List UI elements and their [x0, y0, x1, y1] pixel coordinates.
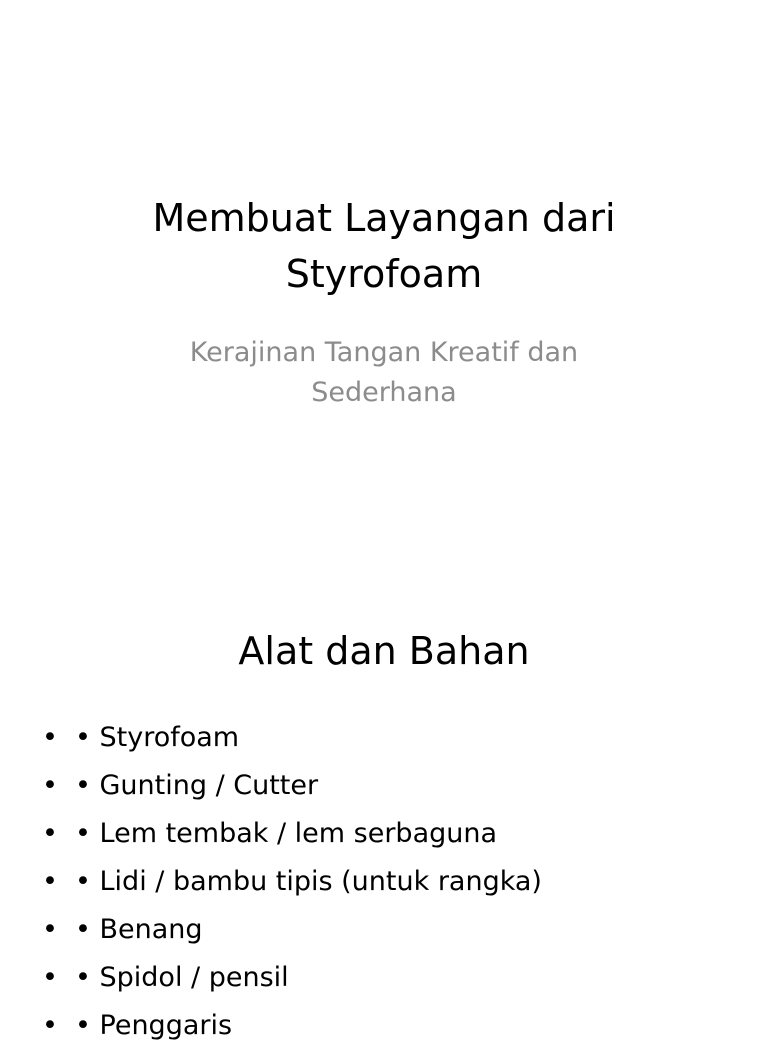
list-item: [42, 1002, 542, 1050]
bullet-icon: •: [42, 866, 58, 897]
list-item: [42, 810, 542, 858]
bullet-icon: •: [42, 1010, 58, 1041]
list-item: [42, 906, 542, 954]
section-heading: Alat dan Bahan: [238, 629, 530, 673]
list-item: [42, 858, 542, 906]
bullet-icon: •: [42, 770, 58, 801]
list-item-text: • Lem tembak / lem serbaguna: [75, 818, 498, 849]
bullet-icon: •: [42, 962, 58, 993]
slide-subtitle: Kerajinan Tangan Kreatif dan Sederhana: [189, 337, 579, 408]
list-item: [42, 954, 542, 1002]
list-item-text: • Styrofoam: [75, 722, 240, 753]
list-item-text: • Gunting / Cutter: [75, 770, 319, 801]
list-item-text: • Penggaris: [75, 1010, 233, 1041]
list-item-text: • Spidol / pensil: [75, 962, 289, 993]
bullet-icon: •: [42, 722, 58, 753]
materials-list: [42, 714, 542, 1050]
slide-title: Membuat Layangan dari Styrofoam: [152, 196, 616, 296]
list-item-text: • Lidi / bambu tipis (untuk rangka): [75, 866, 542, 897]
list-item: [42, 714, 542, 762]
bullet-icon: •: [42, 914, 58, 945]
list-item-text: • Benang: [75, 914, 203, 945]
bullet-icon: •: [42, 818, 58, 849]
list-item: [42, 762, 542, 810]
